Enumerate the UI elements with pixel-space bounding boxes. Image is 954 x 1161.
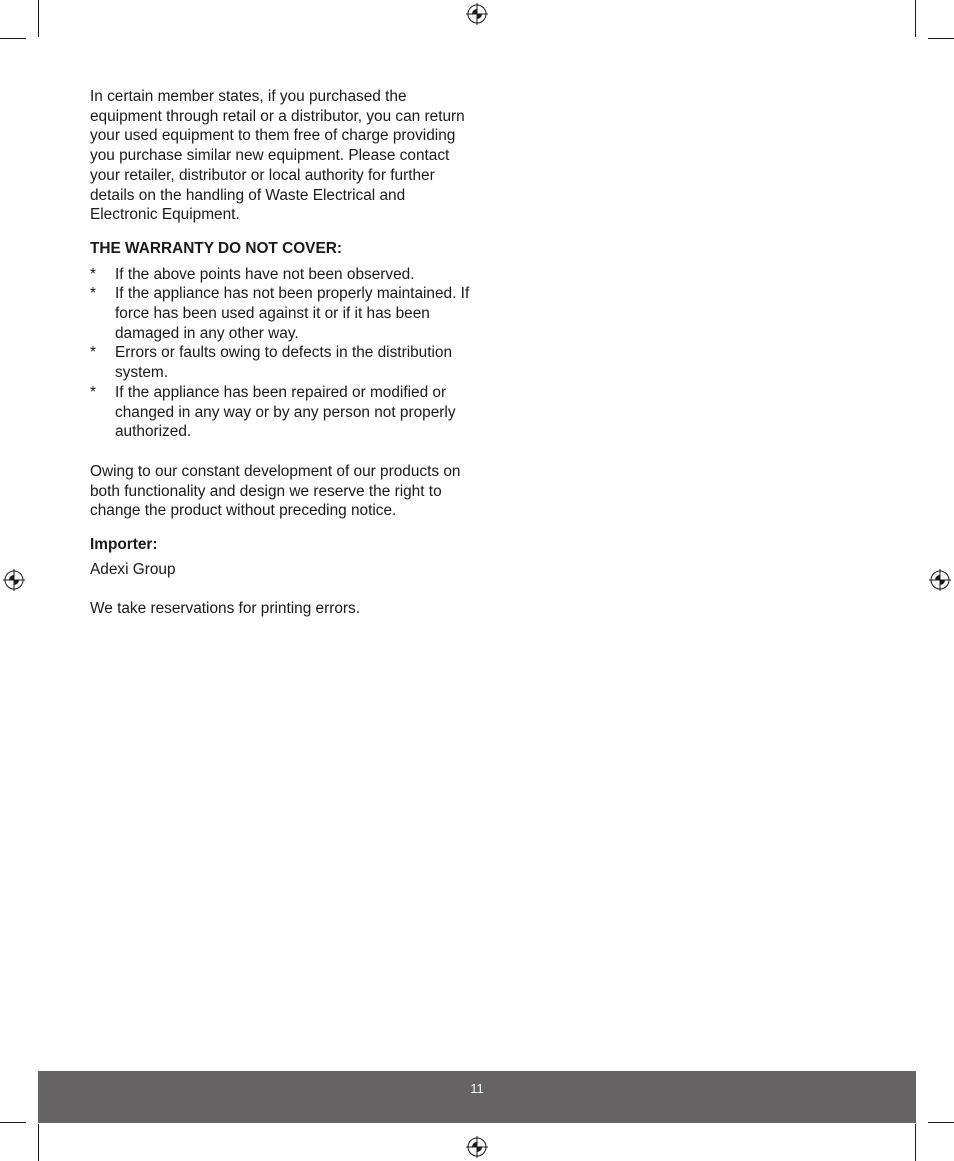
list-item-text: If the appliance has been repaired or modified or changed in any way or by any person not properly authorized. — [115, 383, 456, 441]
intro-paragraph: In certain member states, if you purchased the equipment through retail or a distributor, you can return your used equipment to them free of charge providing you purchase similar new equipment. Please contact your retailer, distributor or local authority for further details on the handling of Waste Electrical and Electronic Equipment. — [90, 88, 465, 224]
list-item-text: If the appliance has not been properly maintained. If force has been used against it or if it has been damaged in any other way. — [115, 285, 470, 342]
importer-heading: Importer: — [90, 536, 158, 554]
crop-mark-top-left-horizontal — [0, 38, 26, 39]
bullet-marker: * — [90, 285, 96, 303]
importer-name: Adexi Group — [90, 560, 176, 578]
registration-crosshair-icon — [929, 569, 951, 591]
list-item — [90, 284, 470, 343]
crop-mark-bottom-left-horizontal — [0, 1122, 26, 1123]
list-item-text: Errors or faults owing to defects in the distribution system. — [115, 344, 453, 382]
registration-crosshair-icon — [466, 3, 488, 25]
bullet-marker: * — [90, 344, 96, 362]
development-paragraph: Owing to our constant development of our products on both functionality and design we reserve the right to change the product without preceding notice. — [90, 462, 461, 520]
list-item — [90, 265, 470, 285]
printing-errors-note: We take reservations for printing errors. — [90, 600, 361, 618]
warranty-exclusions-list — [90, 265, 470, 442]
crop-mark-top-right-vertical — [915, 0, 916, 37]
crop-mark-top-left-vertical — [38, 0, 39, 37]
warranty-heading: THE WARRANTY DO NOT COVER: — [90, 239, 342, 257]
registration-crosshair-icon — [466, 1136, 488, 1158]
crop-mark-bottom-right-horizontal — [928, 1122, 954, 1123]
crop-mark-top-right-horizontal — [928, 38, 954, 39]
bullet-marker: * — [90, 265, 96, 283]
bullet-marker: * — [90, 383, 96, 401]
list-item — [90, 343, 470, 382]
crop-mark-bottom-left-vertical — [38, 1124, 39, 1161]
footer-bar — [38, 1071, 916, 1123]
list-item — [90, 383, 470, 442]
list-item-text: If the above points have not been observed. — [115, 265, 415, 283]
registration-crosshair-icon — [3, 569, 25, 591]
crop-mark-bottom-right-vertical — [915, 1124, 916, 1161]
page-number: 11 — [470, 1081, 484, 1096]
text-column — [90, 87, 470, 619]
